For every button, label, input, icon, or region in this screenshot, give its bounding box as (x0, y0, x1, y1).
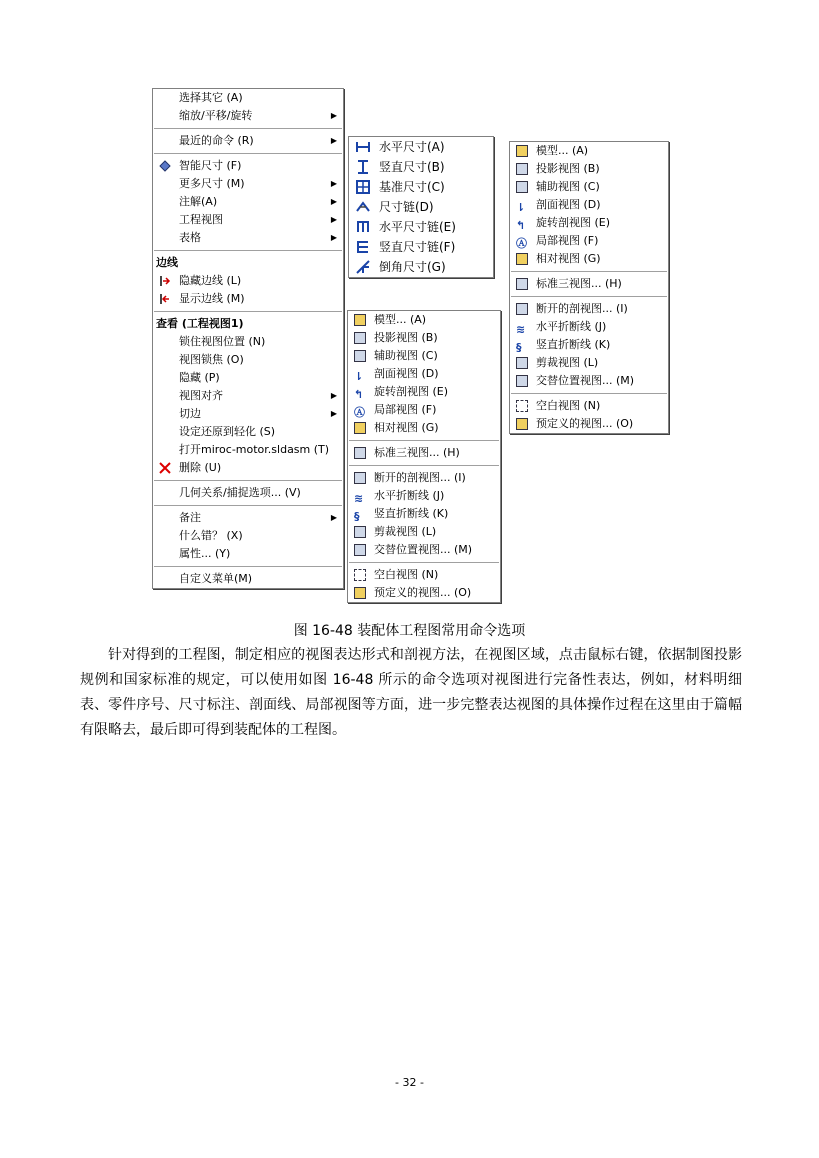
menu-item-chamfer-dimension[interactable]: 倒角尺寸(G) (349, 257, 493, 277)
menu-item-recent-commands[interactable]: 最近的命令 (R) ▶ (153, 132, 343, 150)
menu-item-tables[interactable]: 表格 ▶ (153, 229, 343, 247)
menu-separator (349, 562, 499, 563)
crop-view-icon (515, 356, 529, 370)
figure-caption: 图 16-48 装配体工程图常用命令选项 (293, 623, 526, 639)
menu-item-detail-view[interactable]: Ⓐ 局部视图 (F) (354, 403, 437, 419)
menu-item-baseline-dimension[interactable]: 基准尺寸(C) (349, 177, 493, 197)
menu-item-show-edges[interactable]: 显示边线 (M) (153, 290, 343, 308)
menu-item-drawing-views[interactable]: 工程视图 ▶ (153, 211, 343, 229)
horizontal-break-icon: ≋ (354, 492, 364, 505)
page-number: - 32 - (395, 1076, 424, 1089)
dimension-submenu (348, 136, 494, 278)
drawing-view-submenu-right (509, 141, 669, 434)
submenu-arrow-icon: ▶ (330, 233, 337, 242)
menu-item-vertical-break[interactable]: § 竖直折断线 (K) (354, 507, 449, 523)
menu-separator (154, 128, 342, 129)
vertical-break-icon: § (354, 510, 360, 523)
model-view-icon (353, 313, 367, 327)
menu-item-horizontal-break[interactable]: ≋ 水平折断线 (J) (516, 320, 607, 336)
section-view-icon: ⇂ (516, 201, 526, 214)
menu-separator (511, 296, 667, 297)
body-paragraph: 针对得到的工程图，制定相应的视图表达形式和剖视方法，在视图区域，点击鼠标右键，依据制图投影规例和国家标准的规定，可以使用如图 16-48 所示的命令选项对视图进行完备性表达，例如，材料明细表、零件序号、尺寸标注、剖面线、局部视图等方面，进一步完整表达视图的具体操作过程在这里由于篇幅有限略去，最后即可得到装配体的工程图。 (80, 647, 742, 738)
menu-item-crop-view[interactable]: 剪裁视图 (L) (510, 354, 668, 372)
alternate-position-icon (353, 543, 367, 557)
standard-3view-icon (353, 446, 367, 460)
menu-item-predefined-view[interactable]: 预定义的视图... (O) (348, 584, 500, 602)
horizontal-break-icon: ≋ (516, 323, 526, 336)
vertical-dimension-icon (354, 158, 372, 176)
menu-item-horizontal-break[interactable]: ≋ 水平折断线 (J) (354, 489, 445, 505)
menu-item-zoom-pan-rotate[interactable]: 缩放/平移/旋转 ▶ (153, 107, 343, 125)
menu-item-horizontal-ordinate[interactable]: 水平尺寸链(E) (349, 217, 493, 237)
submenu-arrow-icon: ▶ (330, 409, 337, 418)
baseline-dimension-icon (354, 178, 372, 196)
menu-item-projected-view[interactable]: 投影视图 (B) (348, 329, 500, 347)
submenu-arrow-icon: ▶ (330, 391, 337, 400)
menu-item-delete[interactable]: 删除 (U) (153, 459, 343, 477)
menu-item-select-other[interactable]: 选择其它 (A) (179, 91, 243, 104)
aligned-section-icon: ↰ (516, 219, 526, 232)
main-context-menu (152, 88, 344, 589)
menu-item-hide-edges[interactable]: 隐藏边线 (L) (153, 272, 343, 290)
menu-item-crop-view[interactable]: 剪裁视图 (L) (348, 523, 500, 541)
menu-item-vertical-ordinate[interactable]: 竖直尺寸链(F) (349, 237, 493, 257)
submenu-arrow-icon: ▶ (330, 179, 337, 188)
menu-item-section-view[interactable]: ⇂ 剖面视图 (D) (354, 367, 439, 383)
broken-section-icon (515, 302, 529, 316)
menu-item-section-view[interactable]: ⇂ 剖面视图 (D) (516, 198, 601, 214)
section-header-edges: 边线 (156, 256, 178, 269)
projected-view-icon (515, 162, 529, 176)
vertical-break-icon: § (516, 341, 522, 354)
menu-separator (154, 250, 342, 251)
menu-separator (349, 465, 499, 466)
menu-item-horizontal-dimension[interactable]: 水平尺寸(A) (349, 137, 493, 157)
menu-item-broken-section[interactable]: 断开的剖视图... (I) (348, 469, 500, 487)
menu-item-broken-section[interactable]: 断开的剖视图... (I) (510, 300, 668, 318)
standard-3view-icon (515, 277, 529, 291)
aligned-section-icon: ↰ (354, 388, 364, 401)
alternate-position-icon (515, 374, 529, 388)
menu-item-lock-view-focus[interactable]: 视图锁焦 (O) (179, 353, 244, 366)
predefined-view-icon (353, 586, 367, 600)
menu-item-more-dimensions[interactable]: 更多尺寸 (M) ▶ (153, 175, 343, 193)
auxiliary-view-icon (515, 180, 529, 194)
menu-item-standard-3view[interactable]: 标准三视图... (H) (510, 275, 668, 293)
crop-view-icon (353, 525, 367, 539)
horizontal-ordinate-icon (354, 218, 372, 236)
show-edge-icon (158, 292, 172, 306)
menu-item-predefined-view[interactable]: 预定义的视图... (O) (510, 415, 668, 433)
section-header-view: 查看 (工程视图1) (156, 317, 244, 330)
menu-item-standard-3view[interactable]: 标准三视图... (H) (348, 444, 500, 462)
menu-item-tangent-edge[interactable]: 切边 ▶ (153, 405, 343, 423)
menu-item-comments[interactable]: 备注 ▶ (153, 509, 343, 527)
broken-section-icon (353, 471, 367, 485)
detail-view-icon: Ⓐ (354, 406, 365, 419)
menu-item-ordinate-dimension[interactable]: 尺寸链(D) (349, 197, 493, 217)
menu-item-properties[interactable]: 属性... (Y) (179, 547, 231, 560)
menu-item-auxiliary-view[interactable]: 辅助视图 (C) (510, 178, 668, 196)
menu-item-alternate-position[interactable]: 交替位置视图... (M) (510, 372, 668, 390)
menu-item-empty-view[interactable]: 空白视图 (N) (348, 566, 500, 584)
menu-item-aligned-section[interactable]: ↰ 旋转剖视图 (E) (354, 385, 449, 401)
smart-dimension-icon (158, 159, 172, 173)
menu-item-empty-view[interactable]: 空白视图 (N) (510, 397, 668, 415)
ordinate-dimension-icon (354, 198, 372, 216)
menu-item-view-alignment[interactable]: 视图对齐 ▶ (153, 387, 343, 405)
chamfer-dimension-icon (354, 258, 372, 276)
menu-separator (349, 440, 499, 441)
auxiliary-view-icon (353, 349, 367, 363)
menu-item-relative-view[interactable]: 相对视图 (G) (348, 419, 500, 437)
submenu-arrow-icon: ▶ (330, 513, 337, 522)
menu-separator (511, 393, 667, 394)
menu-separator (511, 271, 667, 272)
menu-item-alternate-position[interactable]: 交替位置视图... (M) (348, 541, 500, 559)
submenu-arrow-icon: ▶ (330, 136, 337, 145)
menu-item-lock-view-position[interactable]: 锁住视图位置 (N) (179, 335, 266, 348)
horizontal-dimension-icon (354, 138, 372, 156)
menu-item-relations-snaps[interactable]: 几何关系/捕捉选项... (V) (179, 486, 301, 499)
empty-view-icon (353, 568, 367, 582)
menu-item-hide[interactable]: 隐藏 (P) (179, 371, 220, 384)
menu-separator (154, 480, 342, 481)
detail-view-icon: Ⓐ (516, 237, 527, 250)
menu-item-projected-view[interactable]: 投影视图 (B) (510, 160, 668, 178)
submenu-arrow-icon: ▶ (330, 197, 337, 206)
delete-icon (158, 461, 172, 475)
menu-item-auxiliary-view[interactable]: 辅助视图 (C) (348, 347, 500, 365)
menu-item-aligned-section[interactable]: ↰ 旋转剖视图 (E) (516, 216, 611, 232)
section-view-icon: ⇂ (354, 370, 364, 383)
menu-item-relative-view[interactable]: 相对视图 (G) (510, 250, 668, 268)
submenu-arrow-icon: ▶ (330, 111, 337, 120)
menu-item-open-assembly[interactable]: 打开miroc-motor.sldasm (T) (179, 443, 330, 456)
menu-item-vertical-break[interactable]: § 竖直折断线 (K) (516, 338, 611, 354)
menu-separator (154, 566, 342, 567)
menu-item-annotations[interactable]: 注解(A) ▶ (153, 193, 343, 211)
menu-item-model-view[interactable]: 模型... (A) (348, 311, 500, 329)
vertical-ordinate-icon (354, 238, 372, 256)
model-view-icon (515, 144, 529, 158)
drawing-view-submenu-middle (347, 310, 501, 603)
menu-item-smart-dimension[interactable]: 智能尺寸 (F) (153, 157, 343, 175)
menu-separator (154, 505, 342, 506)
menu-separator (154, 311, 342, 312)
empty-view-icon (515, 399, 529, 413)
menu-item-vertical-dimension[interactable]: 竖直尺寸(B) (349, 157, 493, 177)
relative-view-icon (353, 421, 367, 435)
menu-item-customize-menu[interactable]: 自定义菜单(M) (179, 572, 253, 585)
context-menu-figure (152, 88, 670, 608)
relative-view-icon (515, 252, 529, 266)
projected-view-icon (353, 331, 367, 345)
submenu-arrow-icon: ▶ (330, 215, 337, 224)
predefined-view-icon (515, 417, 529, 431)
menu-separator (154, 153, 342, 154)
menu-item-set-lightweight[interactable]: 设定还原到轻化 (S) (179, 425, 276, 438)
menu-item-detail-view[interactable]: Ⓐ 局部视图 (F) (516, 234, 599, 250)
hide-edge-icon (158, 274, 172, 288)
menu-item-whats-wrong[interactable]: 什么错？ (X) (179, 529, 243, 542)
menu-item-model-view[interactable]: 模型... (A) (510, 142, 668, 160)
